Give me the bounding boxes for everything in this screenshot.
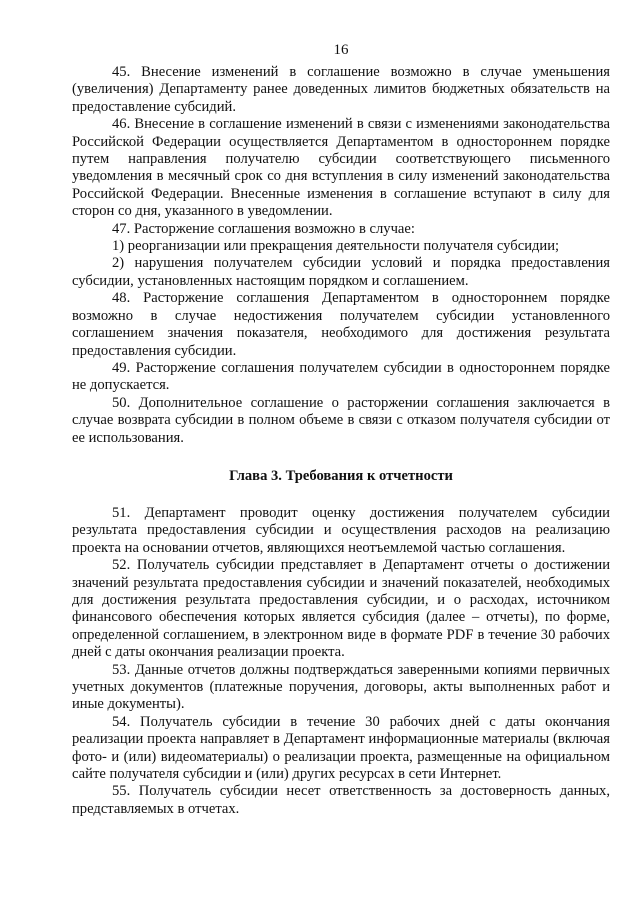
paragraph-51: 51. Департамент проводит оценку достижения получателем субсидии результата предоставления субсидии и осуществления расходов на реализацию проекта на основании отчетов, являющихся неотъемлемой частью соглашения. [72,504,610,556]
page-number: 16 [333,42,349,58]
paragraph-46: 46. Внесение в соглашение изменений в связи с изменениями законодательства Российской Федерации осуществляется Департаментом в одностороннем порядке путем направления получателю субсидии соответствующего письменного уведомления в месячный срок со дня вступления в силу изменений законодательства Российской Федерации. Внесенные изменения в соглашение вступают в силу для сторон со дня, указанного в уведомлении. [72,116,610,220]
paragraph-53: 53. Данные отчетов должны подтверждаться заверенными копиями первичных учетных документов (платежные поручения, договоры, акты выполненных работ и иные документы). [72,661,610,713]
list-item-1: 1) реорганизации или прекращения деятельности получателя субсидии; [112,238,560,255]
paragraph-55: 55. Получатель субсидии несет ответственность за достоверность данных, представляемых в отчетах. [72,783,610,817]
chapter-heading: Глава 3. Требования к отчетности [229,467,453,484]
paragraph-50: 50. Дополнительное соглашение о расторжении соглашения заключается в случае возврата субсидии в полном объеме в связи с отказом получателя субсидии от ее использования. [72,394,610,446]
paragraph-45: 45. Внесение изменений в соглашение возможно в случае уменьшения (увеличения) Департаменту ранее доведенных лимитов бюджетных обязательств на предоставление субсидий. [72,64,610,115]
paragraph-54: 54. Получатель субсидии в течение 30 рабочих дней с даты окончания реализации проекта направляет в Департамент информационные материалы (включая фото- и (или) видеоматериалы) о реализации проекта, размещенные на официальном сайте получателя субсидии и (или) других ресурсах в сети Интернет. [72,713,610,783]
document-page [72,40,610,818]
paragraph-49: 49. Расторжение соглашения получателем субсидии в одностороннем порядке не допускается. [72,359,610,394]
paragraph-48: 48. Расторжение соглашения Департаментом в одностороннем порядке возможно в случае недостижения получателем субсидии установленного соглашением значения показателя, необходимого для достижения результата предоставления субсидии. [72,290,610,359]
paragraph-52: 52. Получатель субсидии представляет в Департамент отчеты о достижении значений результата предоставления субсидии и значений показателей, необходимых для достижения результата предоставления субсидии, и о расходах, источником финансового обеспечения которых является субсидия (далее – отчеты), по форме, определенной соглашением, в электронном виде в формате PDF в течение 30 рабочих дней с даты окончания реализации проекта. [72,557,610,661]
list-item-2: 2) нарушения получателем субсидии условий и порядка предоставления субсидии, установленных настоящим порядком и соглашением. [72,255,610,289]
paragraph-47: 47. Расторжение соглашения возможно в случае: [112,220,415,237]
